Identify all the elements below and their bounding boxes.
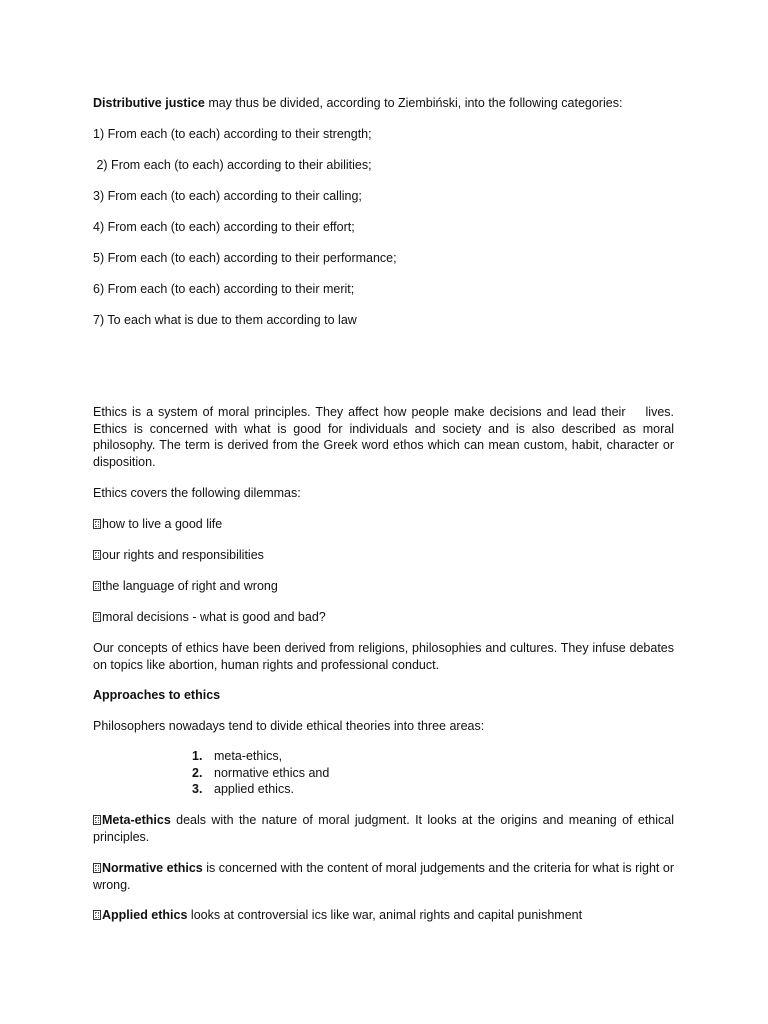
category-item-7: 7) To each what is due to them according to law	[93, 313, 357, 327]
category-item-1: 1) From each (to each) according to their strength;	[93, 127, 372, 141]
intro-line	[93, 95, 622, 112]
list-number: 1.	[192, 749, 203, 763]
normative-ethics-term: Normative ethics	[102, 861, 203, 875]
normative-ethics-text: is concerned with the content of moral judgements and the criteria for what is right or wrong.	[93, 861, 674, 892]
list-text: applied ethics.	[214, 782, 294, 796]
concepts-paragraph: Our concepts of ethics have been derived from religions, philosophies and cultures. They infuse debates on topics like abortion, human rights and professional conduct.	[93, 641, 674, 672]
category-item-5: 5) From each (to each) according to their performance;	[93, 251, 397, 265]
dilemma-item-3	[93, 578, 278, 595]
dilemma-item-1	[93, 516, 222, 533]
category-item-4: 4) From each (to each) according to their effort;	[93, 220, 355, 234]
applied-ethics-term: Applied ethics	[102, 908, 188, 922]
dilemma-text: how to live a good life	[102, 517, 223, 531]
list-number: 3.	[192, 782, 203, 796]
ethics-definition-text: Ethics is concerned with what is good for individuals and society and is also described as moral philosophy. The term is derived from the Greek word ethos which can mean custom, habit, character or disposition.	[93, 421, 674, 469]
meta-ethics-paragraph	[93, 812, 674, 845]
ethical-areas-list	[192, 748, 329, 798]
category-item-6: 6) From each (to each) according to their merit;	[93, 282, 355, 296]
ethical-area-item-3	[192, 781, 329, 798]
dilemma-text: moral decisions - what is good and bad?	[102, 610, 326, 624]
applied-ethics-paragraph	[93, 907, 674, 924]
missing-glyph-icon	[93, 815, 101, 825]
applied-ethics-text: looks at controversial ics like war, animal rights and capital punishment	[187, 908, 583, 922]
missing-glyph-icon	[93, 910, 101, 920]
missing-glyph-icon	[93, 612, 101, 622]
missing-glyph-icon	[93, 550, 101, 560]
dilemmas-heading: Ethics covers the following dilemmas:	[93, 486, 301, 500]
list-text: meta-ethics,	[214, 749, 283, 763]
ethics-definition-line-1: Ethics is a system of moral principles. They affect how people make decisions and lead their lives.	[93, 405, 674, 419]
intro-text: may thus be divided, according to Ziembiński, into the following categories:	[204, 96, 623, 110]
ethical-area-item-1	[192, 748, 329, 765]
meta-ethics-text: deals with the nature of moral judgment. It looks at the origins and meaning of ethical principles.	[93, 813, 674, 844]
missing-glyph-icon	[93, 581, 101, 591]
category-item-3: 3) From each (to each) according to their calling;	[93, 189, 362, 203]
dilemma-item-2	[93, 547, 264, 564]
missing-glyph-icon	[93, 863, 101, 873]
missing-glyph-icon	[93, 519, 101, 529]
list-text: normative ethics and	[214, 765, 330, 780]
intro-bold-term: Distributive justice	[93, 96, 205, 110]
ethical-area-item-2	[192, 765, 329, 782]
ethics-definition-paragraph	[93, 404, 674, 470]
category-item-2: 2) From each (to each) according to their abilities;	[93, 158, 372, 172]
normative-ethics-paragraph	[93, 860, 674, 893]
dilemma-text: the language of right and wrong	[102, 579, 278, 593]
dilemma-item-4	[93, 609, 326, 626]
meta-ethics-term: Meta-ethics	[102, 813, 171, 827]
philosophers-line: Philosophers nowadays tend to divide ethical theories into three areas:	[93, 719, 485, 733]
dilemma-text: our rights and responsibilities	[102, 548, 264, 562]
list-number: 2.	[192, 765, 203, 780]
approaches-heading-text: Approaches to ethics	[93, 688, 221, 702]
approaches-heading	[93, 687, 220, 704]
